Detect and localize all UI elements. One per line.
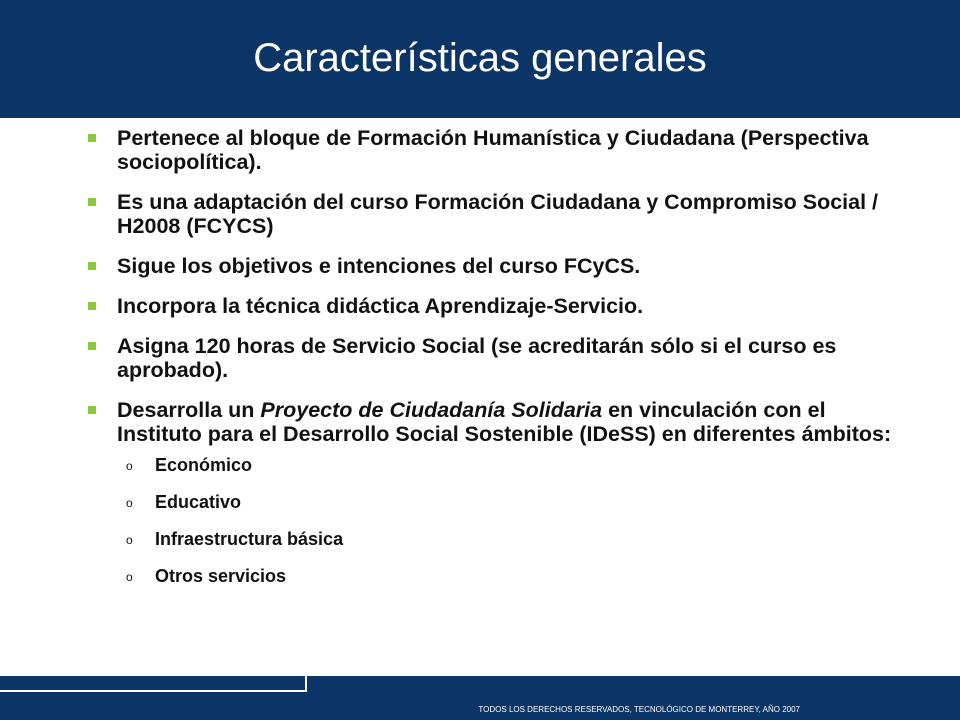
sub-bullet-text: Otros servicios <box>155 566 287 586</box>
sub-bullet-text: Económico <box>155 455 253 475</box>
bullet-item <box>84 294 904 318</box>
bullet-text: Pertenece al bloque de Formación Humanística y Ciudadana (Perspectiva sociopolítica). <box>117 126 869 174</box>
bullet-text-after: en vinculación con el Instituto para el Desarrollo Social Sostenible (IDeSS) en diferentes ámbitos: <box>117 398 892 446</box>
circle-bullet-icon: o <box>126 459 133 473</box>
slide-title: Características generales <box>253 36 707 80</box>
slide-content <box>84 126 904 603</box>
circle-bullet-icon: o <box>126 496 133 510</box>
square-bullet-icon <box>88 302 96 310</box>
square-bullet-icon <box>88 198 96 206</box>
project-name: Proyecto de Ciudadanía Solidaria <box>260 398 603 422</box>
bullet-item <box>84 254 904 278</box>
sub-bullet-item <box>126 454 904 476</box>
sub-bullet-item <box>126 491 904 513</box>
sub-bullet-text: Educativo <box>155 492 242 512</box>
bullet-item <box>84 126 904 174</box>
bullet-text-before: Desarrolla un <box>117 398 255 422</box>
bullet-item <box>84 398 904 587</box>
circle-bullet-icon: o <box>126 533 133 547</box>
bullet-item <box>84 190 904 238</box>
square-bullet-icon <box>88 342 96 350</box>
square-bullet-icon <box>88 262 96 270</box>
bullet-item <box>84 334 904 382</box>
bullet-text: Es una adaptación del curso Formación Ciudadana y Compromiso Social / H2008 (FCYCS) <box>117 190 879 238</box>
square-bullet-icon <box>88 134 96 142</box>
circle-bullet-icon: o <box>126 570 133 584</box>
footer-tab-decoration <box>0 676 307 692</box>
sub-bullet-text: Infraestructura básica <box>155 529 344 549</box>
square-bullet-icon <box>88 406 96 414</box>
bullet-text: Sigue los objetivos e intenciones del curso FCyCS. <box>117 254 641 278</box>
bullet-text <box>117 398 904 446</box>
sub-bullet-item <box>126 565 904 587</box>
bullet-text: Asigna 120 horas de Servicio Social (se acreditarán sólo si el curso es aprobado). <box>117 334 837 382</box>
sub-bullet-list <box>126 454 904 587</box>
copyright-text: TODOS LOS DERECHOS RESERVADOS, TECNOLÓGICO DE MONTERREY, AÑO 2007 <box>478 705 800 714</box>
sub-bullet-item <box>126 528 904 550</box>
bullet-text: Incorpora la técnica didáctica Aprendizaje-Servicio. <box>117 294 644 318</box>
